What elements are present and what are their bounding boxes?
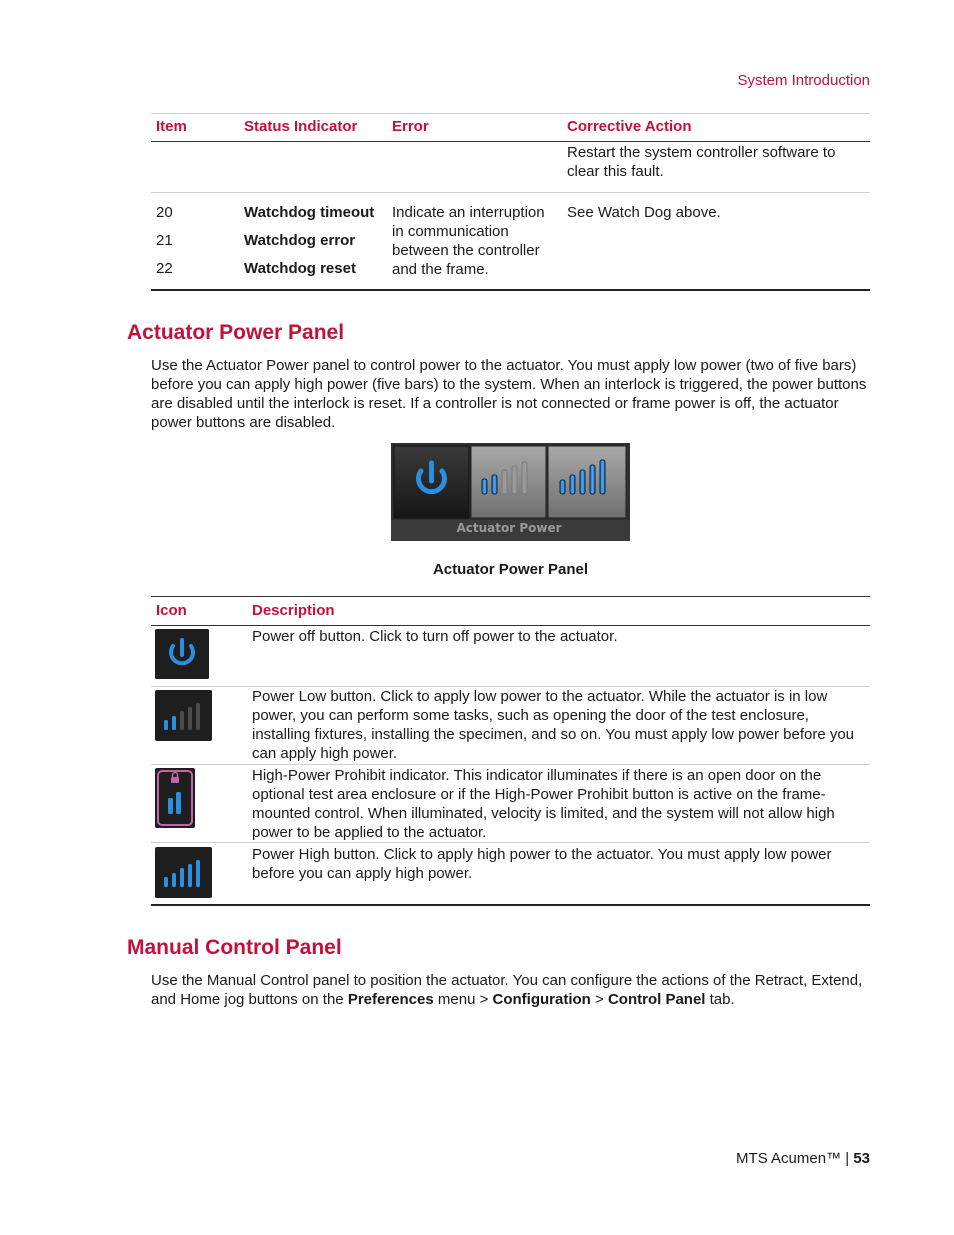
col-header-icon: Icon bbox=[156, 602, 187, 619]
menu-configuration: Configuration bbox=[492, 991, 591, 1008]
row-rule bbox=[151, 192, 870, 193]
actuator-body: Use the Actuator Power panel to control power to the actuator. You must apply low power (two of five bars) before you can apply high power (five bars) to the system. When an interlock is triggered, the power buttons are disabled until the interlock is reset. If a controller is not connected or frame power is off, the actuator power buttons are disabled. bbox=[151, 357, 867, 431]
high-power-prohibit-icon bbox=[155, 768, 195, 828]
description-cell: High-Power Prohibit indicator. This indicator illuminates if there is an open door on the optional test area enclosure or if the High-Power Prohibit button is active on the frame-mounted control. When illuminated, velocity is limited, and the system will not allow high power to be applied to the actuator. bbox=[252, 767, 835, 841]
tab-control-panel: Control Panel bbox=[607, 991, 706, 1008]
row-rule bbox=[151, 842, 870, 843]
description-cell: Power off button. Click to turn off power to the actuator. bbox=[252, 628, 618, 645]
table-bottom-rule bbox=[151, 904, 870, 906]
power-high-icon bbox=[155, 847, 212, 898]
col-header-item: Item bbox=[156, 118, 187, 135]
footer-separator: | bbox=[845, 1150, 850, 1167]
status-cell: Watchdog timeout bbox=[244, 204, 375, 221]
menu-preferences: Preferences bbox=[347, 991, 434, 1008]
actuator-power-figure bbox=[391, 443, 630, 541]
manual-body-end: tab. bbox=[705, 991, 735, 1008]
page-number: 53 bbox=[853, 1150, 870, 1167]
figure-label: Actuator Power bbox=[456, 521, 562, 535]
figure-caption: Actuator Power Panel bbox=[432, 561, 589, 578]
item-cell: 20 bbox=[156, 204, 173, 221]
manual-body-text: Use the Manual Control panel to position the actuator. You can configure the actions of the Retract, Extend, and Home jog buttons on the bbox=[151, 972, 863, 1008]
power-low-button[interactable] bbox=[471, 446, 546, 518]
description-cell: Power Low button. Click to apply low power to the actuator. While the actuator is in low power, you can perform some tasks, such as opening the door of the test enclosure, installing fixtures, installing the specimen, and so on. You must apply low power before you can apply high power. bbox=[252, 688, 855, 762]
col-header-status: Status Indicator bbox=[244, 118, 358, 135]
footer-product: MTS Acumen™ bbox=[736, 1150, 842, 1167]
menu-separator: menu > bbox=[433, 991, 493, 1008]
status-cell: Watchdog error bbox=[244, 232, 356, 249]
col-header-action: Corrective Action bbox=[567, 118, 692, 135]
power-high-button[interactable] bbox=[548, 446, 626, 518]
continued-action-cell: Restart the system controller software to clear this fault. bbox=[567, 144, 836, 180]
table-top-rule bbox=[151, 596, 870, 597]
power-low-icon bbox=[155, 690, 212, 741]
manual-body bbox=[151, 971, 871, 1009]
description-cell: Power High button. Click to apply high power to the actuator. You must apply low power before you can apply high power. bbox=[252, 846, 832, 882]
section-title-actuator-power: Actuator Power Panel bbox=[127, 321, 345, 344]
section-title-manual-control: Manual Control Panel bbox=[127, 936, 342, 959]
col-header-error: Error bbox=[392, 118, 429, 135]
actuator-power-panel-image bbox=[391, 443, 630, 541]
item-cell: 21 bbox=[156, 232, 173, 249]
row-rule bbox=[151, 764, 870, 765]
item-cell: 22 bbox=[156, 260, 173, 277]
status-cell: Watchdog reset bbox=[244, 260, 356, 277]
menu-separator: > bbox=[590, 991, 608, 1008]
error-cell: Indicate an interruption in communication between the controller and the frame. bbox=[392, 204, 545, 278]
power-off-button[interactable] bbox=[394, 446, 469, 518]
running-header: System Introduction bbox=[737, 72, 870, 89]
col-header-description: Description bbox=[252, 602, 335, 619]
page-footer bbox=[736, 1149, 870, 1168]
header-rule bbox=[151, 141, 870, 142]
action-cell: See Watch Dog above. bbox=[567, 204, 721, 221]
power-off-icon bbox=[155, 629, 209, 679]
header-rule bbox=[151, 625, 870, 626]
table-bottom-rule bbox=[151, 289, 870, 291]
table-top-rule bbox=[151, 113, 870, 114]
